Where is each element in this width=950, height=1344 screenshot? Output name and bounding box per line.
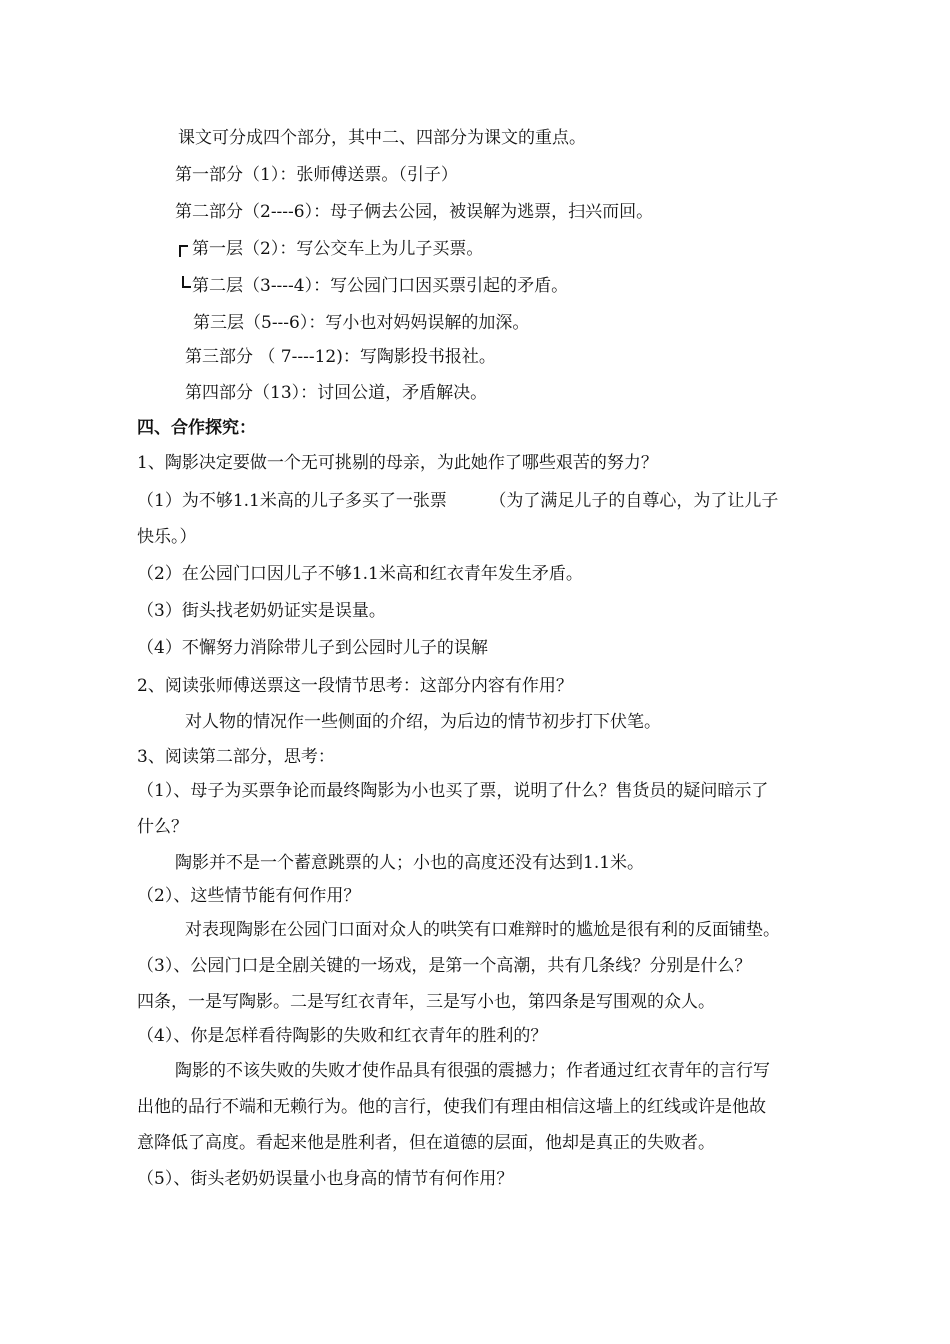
answer-3-3: 四条，一是写陶影。二是写红衣青年，三是写小也，第四条是写围观的众人。	[137, 992, 715, 1012]
question-3: 3、阅读第二部分，思考：	[137, 747, 335, 767]
bracket-top-mark	[179, 245, 188, 257]
outline-layer3: 第三层（5---6）：写小也对妈妈误解的加深。	[193, 313, 530, 333]
question-3-4: （4）、你是怎样看待陶影的失败和红衣青年的胜利的？	[137, 1026, 548, 1046]
answer-3-4-line2: 出他的品行不端和无赖行为。他的言行，使我们有理由相信这墙上的红线或许是他故	[137, 1097, 766, 1117]
answer-1-3: （3）街头找老奶奶证实是误量。	[137, 601, 386, 621]
outline-layer1: 第一层（2）：写公交车上为儿子买票。	[192, 239, 484, 259]
answer-3-2: 对表现陶影在公园门口面对众人的哄笑有口难辩时的尴尬是很有利的反面铺垫。	[185, 920, 780, 940]
answer-3-4-line1: 陶影的不该失败的失败才使作品具有很强的震撼力；作者通过红衣青年的言行写	[175, 1061, 770, 1081]
answer-1-4: （4）不懈努力消除带儿子到公园时儿子的误解	[137, 638, 488, 658]
outline-intro: 课文可分成四个部分，其中二、四部分为课文的重点。	[178, 128, 586, 148]
question-3-3: （3）、公园门口是全剧关键的一场戏，是第一个高潮，共有几条线？分别是什么？	[137, 956, 752, 976]
question-3-5: （5）、街头老奶奶误量小也身高的情节有何作用？	[137, 1169, 514, 1189]
question-3-1-line1: （1）、母子为买票争论而最终陶影为小也买了票，说明了什么？售货员的疑问暗示了	[137, 781, 769, 801]
outline-layer2: 第二层（3----4）：写公园门口因买票引起的矛盾。	[192, 276, 569, 296]
question-3-1-line2: 什么？	[137, 817, 188, 837]
answer-3-4-line3: 意降低了高度。看起来他是胜利者，但在道德的层面，他却是真正的失败者。	[137, 1133, 715, 1153]
answer-1-2: （2）在公园门口因儿子不够1.1米高和红衣青年发生矛盾。	[137, 564, 583, 584]
answer-2: 对人物的情况作一些侧面的介绍，为后边的情节初步打下伏笔。	[185, 712, 661, 732]
bracket-bottom-mark	[182, 276, 191, 288]
question-2: 2、阅读张师傅送票这一段情节思考：这部分内容有作用？	[137, 676, 573, 696]
section-heading: 四、合作探究：	[137, 418, 256, 438]
question-1: 1、陶影决定要做一个无可挑剔的母亲，为此她作了哪些艰苦的努力？	[137, 453, 658, 473]
outline-part4: 第四部分（13）：讨回公道，矛盾解决。	[185, 383, 488, 403]
outline-part3: 第三部分 （ 7----12)：写陶影投书报社。	[185, 347, 496, 367]
question-3-2: （2）、这些情节能有何作用？	[137, 886, 361, 906]
answer-1-1-line1: （1）为不够1.1米高的儿子多买了一张票 （为了满足儿子的自尊心，为了让儿子	[137, 491, 779, 511]
outline-part1: 第一部分（1）：张师傅送票。（引子）	[175, 165, 458, 185]
answer-3-1: 陶影并不是一个蓄意跳票的人；小也的高度还没有达到1.1米。	[175, 853, 645, 873]
outline-part2: 第二部分（2----6）：母子俩去公园，被误解为逃票，扫兴而回。	[175, 202, 654, 222]
answer-1-1-line2: 快乐。）	[137, 527, 197, 547]
